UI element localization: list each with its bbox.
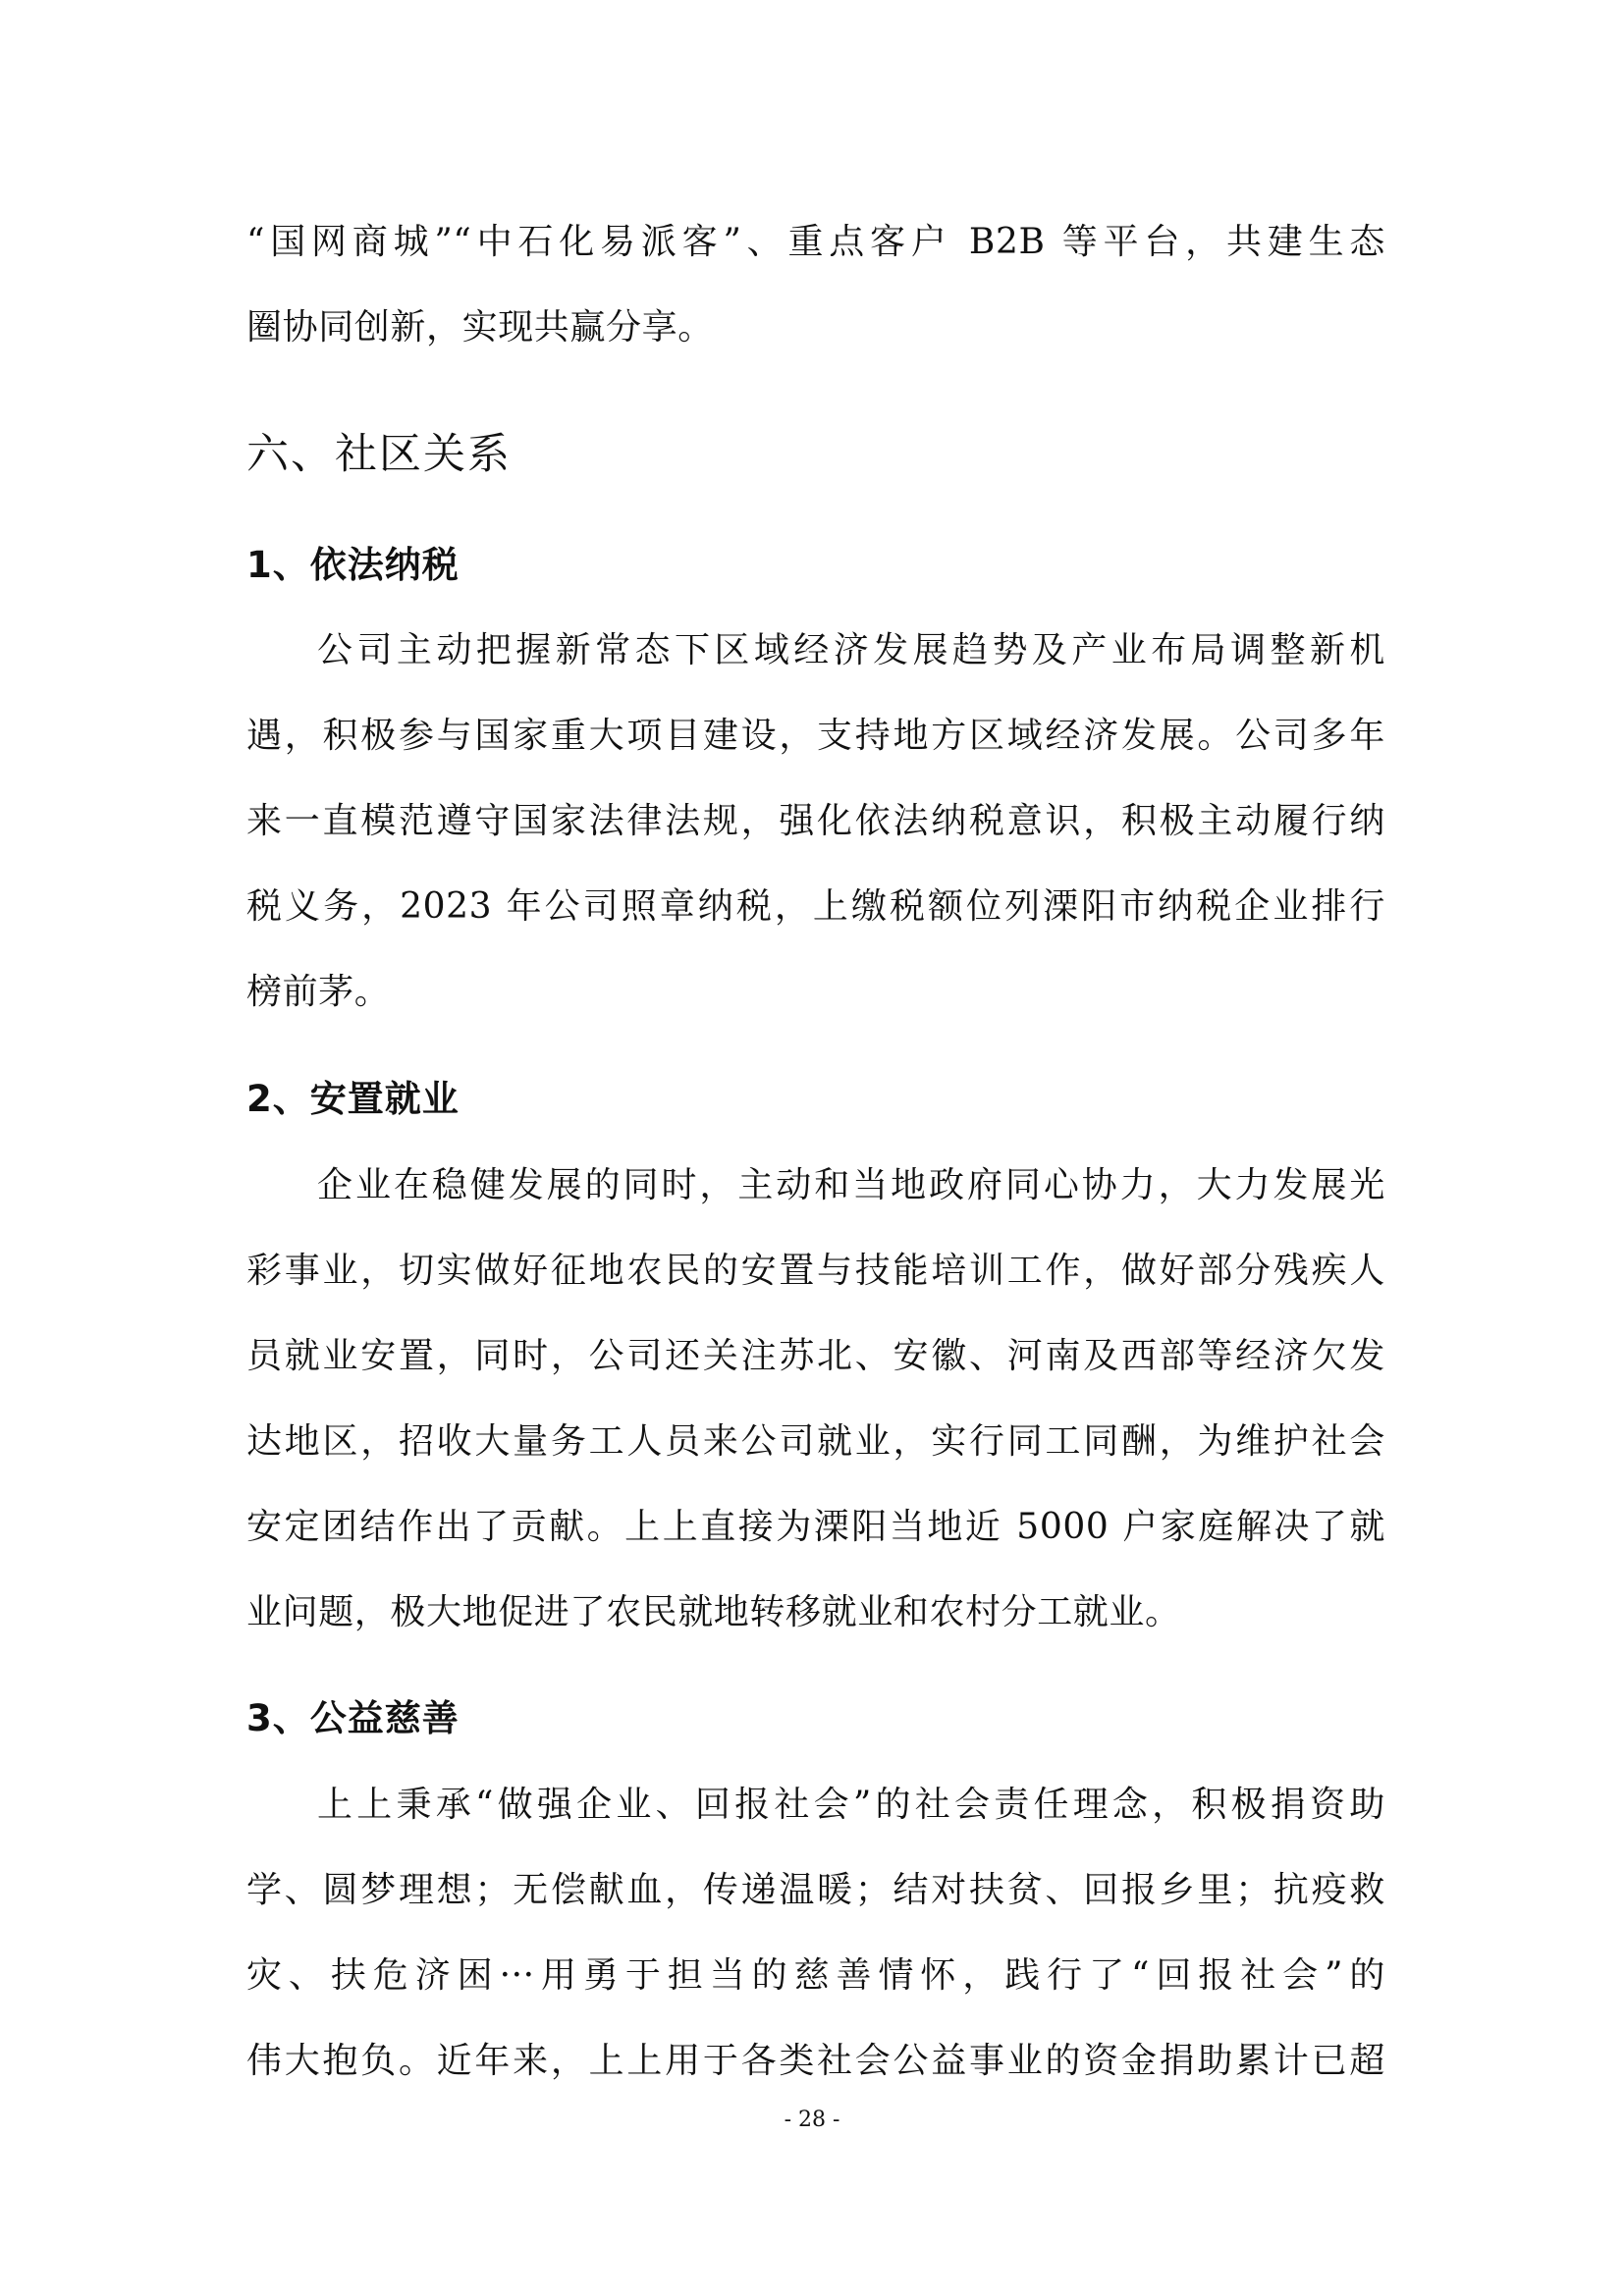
paragraph-line: 伟大抱负。近年来，上上用于各类社会公益事业的资金捐助累计已超 [246,2041,1385,2081]
paragraph-line: 达地区，招收大量务工人员来公司就业，实行同工同酬，为维护社会 [246,1421,1385,1462]
paragraph-line: 遇，积极参与国家重大项目建设，支持地方区域经济发展。公司多年 [246,716,1385,756]
paragraph-line: 灾、扶危济困···用勇于担当的慈善情怀，践行了“回报社会”的 [246,1955,1385,1996]
paragraph-line: 榜前茅。 [246,972,391,1012]
subsection-heading: 3、公益慈善 [246,1697,460,1739]
section-heading: 六、社区关系 [246,430,512,479]
paragraph-line: 安定团结作出了贡献。上上直接为溧阳当地近 5000 户家庭解决了就 [246,1507,1385,1547]
page-number: - 28 - [784,2108,840,2132]
paragraph-line: 圈协同创新，实现共赢分享。 [246,307,714,347]
paragraph-line: 学、圆梦理想；无偿献血，传递温暖；结对扶贫、回报乡里；抗疫救 [246,1870,1385,1910]
paragraph-line: 公司主动把握新常态下区域经济发展趋势及产业布局调整新机 [317,630,1385,670]
paragraph-line: 来一直模范遵守国家法律法规，强化依法纳税意识，积极主动履行纳 [246,801,1385,841]
paragraph-line: 税义务，2023 年公司照章纳税，上缴税额位列溧阳市纳税企业排行 [246,886,1385,927]
subsection-heading: 1、依法纳税 [246,544,460,586]
paragraph-line: “国网商城”“中石化易派客”、重点客户 B2B 等平台，共建生态 [246,222,1385,262]
paragraph-line: 彩事业，切实做好征地农民的安置与技能培训工作，做好部分残疾人 [246,1251,1385,1291]
paragraph-line: 上上秉承“做强企业、回报社会”的社会责任理念，积极捐资助 [317,1785,1385,1825]
paragraph-line: 员就业安置，同时，公司还关注苏北、安徽、河南及西部等经济欠发 [246,1336,1385,1376]
paragraph-line: 业问题，极大地促进了农民就地转移就业和农村分工就业。 [246,1592,1181,1632]
subsection-heading: 2、安置就业 [246,1078,460,1120]
paragraph-line: 企业在稳健发展的同时，主动和当地政府同心协力，大力发展光 [317,1165,1385,1205]
